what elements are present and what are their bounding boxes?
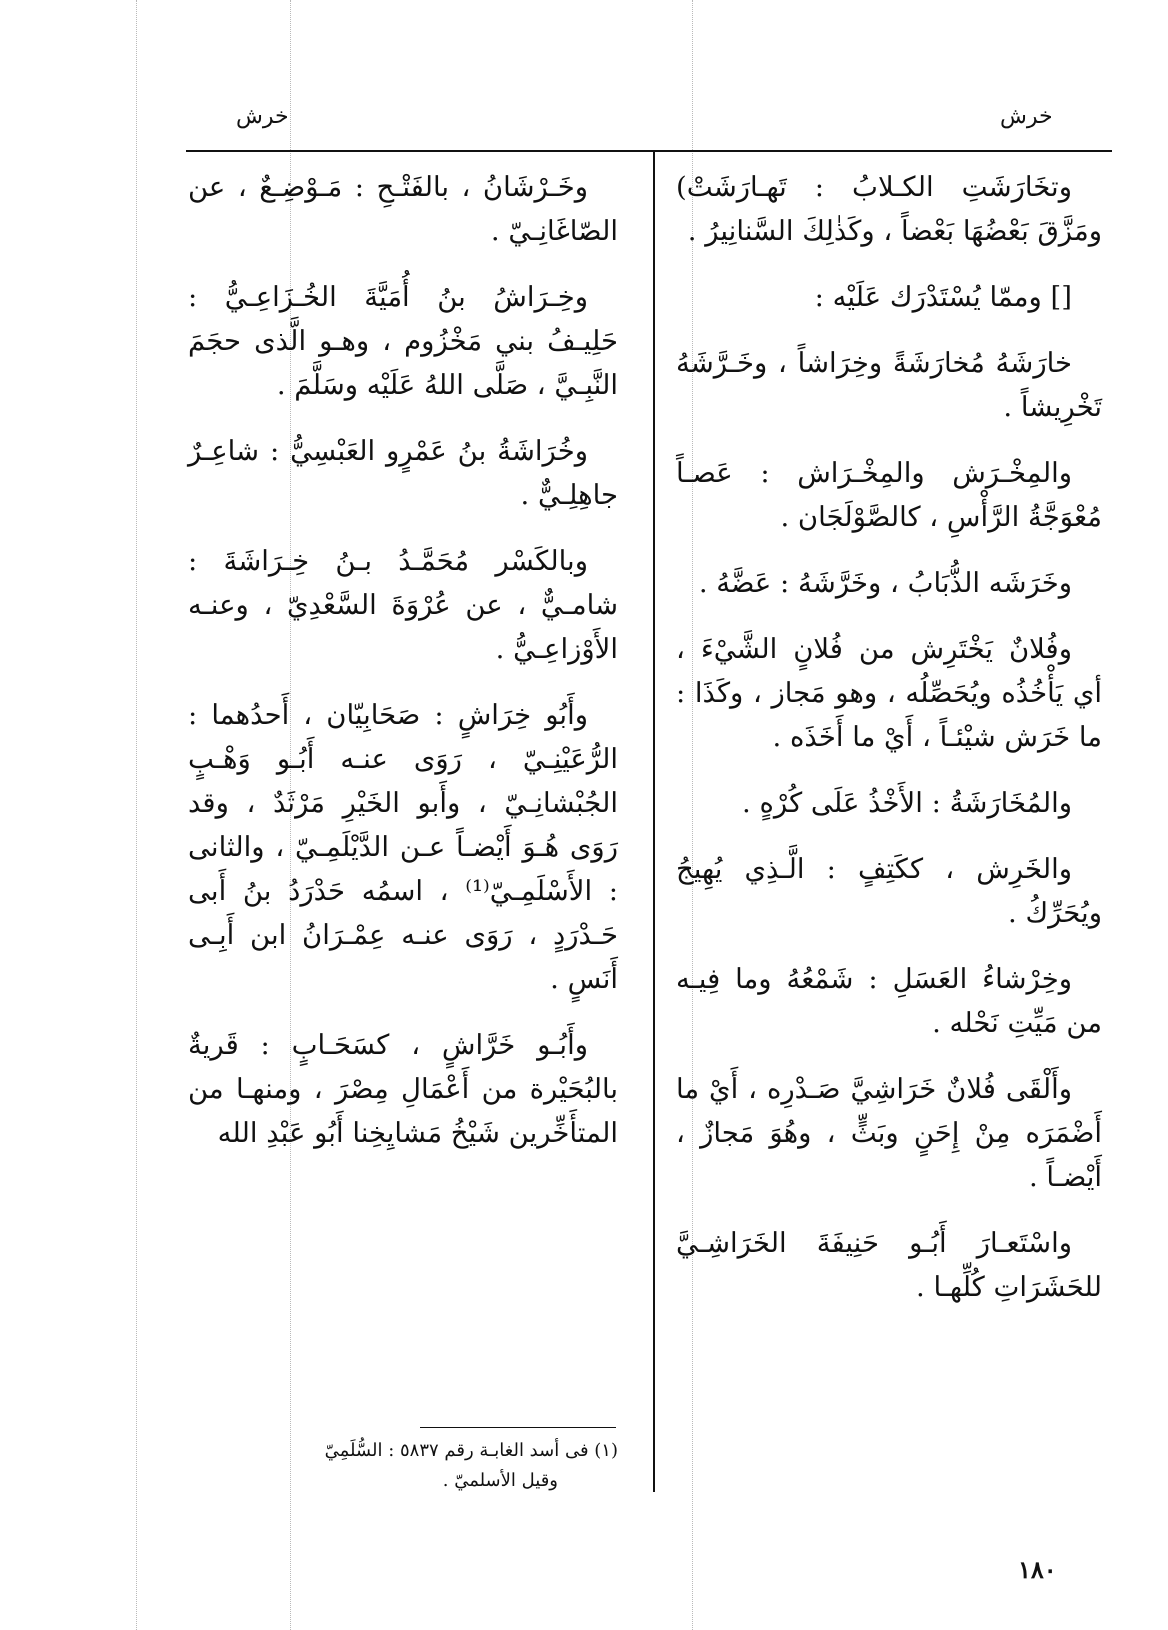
entry-paragraph: والخَرِش ، ككَتِفٍ : الَّـذِي يُهِيجُ ويُحَرِّكُ . <box>676 853 1102 929</box>
footnote-rule <box>420 1427 616 1428</box>
entry-paragraph: وخِرْشاءُ العَسَلِ : شَمْعُهُ وما فِيـه من مَيِّتِ نَحْله . <box>676 963 1102 1039</box>
left-column <box>188 165 618 1177</box>
entry-paragraph: وخَرَشَه الذُّبَابُ ، وخَرَّشَهُ : عَضَّهُ . <box>698 567 1072 599</box>
entry-paragraph: وفُلانٌ يَخْتَرِش من فُلانٍ الشَّيْءَ ، أي يَأْخُذُه ويُحَصِّلُه ، وهو مَجاز ، وكَذَا : ما خَرَش شيْئـاً ، أَيْ ما أَخَذَه . <box>676 633 1102 753</box>
entry-paragraph: وأَبُـو خَرَّاشٍ ، كسَحَـابٍ : قَريةٌ بالبُحَيْرة من أَعْمَالِ مِصْرَ ، ومنهـا من المتأَخِّرين شَيْخُ مَشايِخِنا أَبُو عَبْدِ الله <box>188 1029 618 1149</box>
entry-paragraph: والمُخَارَشَةُ : الأَخْذُ عَلَى كُرْهٍ . <box>742 787 1072 819</box>
right-column <box>676 165 1102 1331</box>
header-rule <box>186 150 1112 152</box>
header-word-right: خرش <box>1000 104 1053 129</box>
entry-paragraph: [] وممّا يُسْتَدْرَك عَلَيْه : <box>814 281 1072 313</box>
footnote <box>186 1436 618 1496</box>
entry-paragraph: وخَـرْشَانُ ، بالفَتْـحِ : مَـوْضِـعٌ ، عن الصّاغَانِـيّ . <box>188 171 618 247</box>
entry-paragraph: خارَشَهُ مُخارَشَةً وخِرَاشاً ، وخَـرَّشَهُ تَخْرِيشاً . <box>676 347 1102 423</box>
column-separator <box>653 152 655 1492</box>
page-number: ١٨٠ <box>1018 1555 1057 1584</box>
entry-paragraph: واسْتَعـارَ أَبُـو حَنِيفَةَ الخَرَاشِـيَّ للحَشَرَاتِ كُلِّهـا . <box>676 1227 1102 1303</box>
guide-line <box>136 0 137 1630</box>
entry-paragraph: وأَلْقَى فُلانٌ خَرَاشِيَّ صَـدْرِه ، أَيْ ما أَضْمَرَه مِنْ إِحَنٍ وبَثٍّ ، وهُوَ مَجازٌ ، أَيْضـاً . <box>676 1073 1102 1193</box>
entry-paragraph: وخِـرَاشُ بنُ أُمَيَّةَ الخُـزَاعِـيُّ : حَلِيـفُ بني مَخْزُوم ، وهـو الَّذى حجَمَ النَّبِـيَّ ، صَلَّى اللهُ عَلَيْه وسَلَّمَ . <box>188 281 618 401</box>
entry-paragraph: وبالكَسْر مُحَمَّـدُ بـنُ خِـرَاشَةَ : شامـيٌّ ، عن عُرْوَةَ السَّعْدِيّ ، وعنـه الأَوْزاعِـيُّ . <box>188 545 618 665</box>
footnote-line: (١) فى أسد الغابـة رقم ٥٨٣٧ : السُّلَمِيّ <box>324 1440 618 1461</box>
footnote-line: وقيل الأسلميّ . <box>442 1470 558 1491</box>
header-word-left: خرش <box>236 104 289 129</box>
entry-paragraph: والمِخْـرَش والمِخْـرَاش : عَصـاً مُعْوَجَّةُ الرَّأْسِ ، كالصَّوْلَجَان . <box>676 457 1102 533</box>
entry-paragraph: وتخَارَشَتِ الكـلابُ : تَهـارَشَتْ) ومَزَّقَ بَعْضُهَا بَعْضاً ، وكَذٰلِكَ السَّنانِيرُ . <box>676 171 1102 247</box>
entry-paragraph: وأَبُو خِرَاشٍ : صَحَابِيّان ، أَحدُهما : الرُّعَيْنِـيّ ، رَوَى عنـه أَبُـو وَهْـبٍ الجُبْشانِـيّ ، وأَبو الخَيْرِ مَرْثَدٌ ، وقد رَوَى هُـوَ أَيْضـاً عـن الدَّيْلَمِـيّ ، والثانى : الأَسْلَمِـيّ⁽¹⁾ ، اسمُه حَدْرَدُ بنُ أَبى حَـدْرَدٍ ، رَوَى عنـه عِمْـرَانُ ابن أَبِـى أَنَسٍ . <box>188 699 618 995</box>
entry-paragraph: وخُرَاشَةُ بنُ عَمْرٍو العَبْسِيُّ : شاعِـرٌ جاهِلِـيٌّ . <box>188 435 618 511</box>
